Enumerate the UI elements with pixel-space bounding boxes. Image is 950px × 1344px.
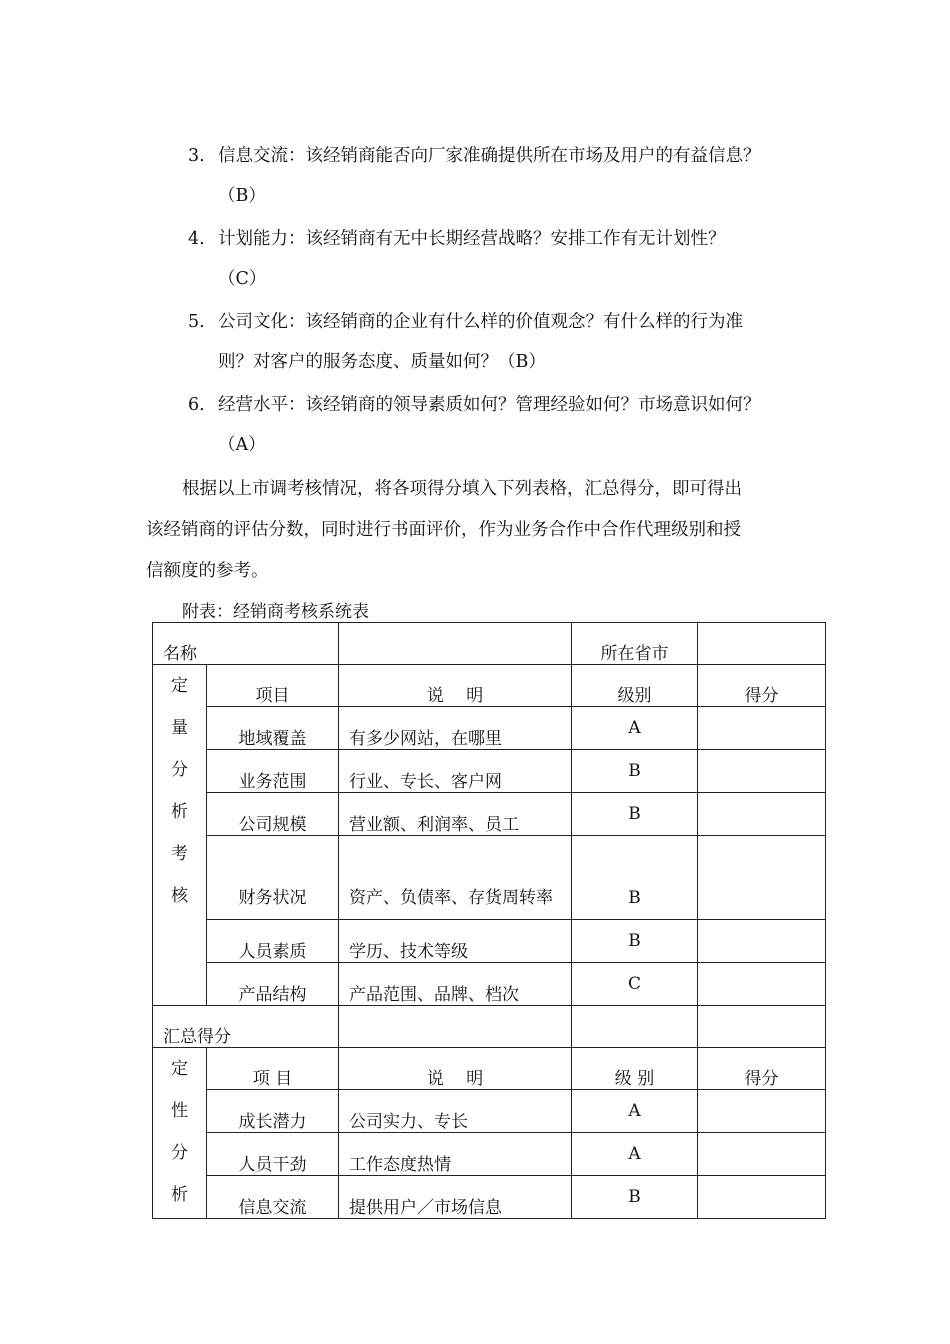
score-cell xyxy=(698,836,826,920)
list-item-4 xyxy=(188,229,726,249)
paragraph-line-3: 信额度的参考。 xyxy=(146,561,269,581)
table-row xyxy=(153,963,826,1006)
item-cell: 人员素质 xyxy=(207,920,339,963)
level-cell: B xyxy=(572,750,698,793)
table-row xyxy=(153,665,826,707)
list-item-5-continuation: 则？对客户的服务态度、质量如何？（B） xyxy=(218,352,546,372)
list-number: 3. xyxy=(188,146,205,166)
desc-cell: 资产、负债率、存货周转率 xyxy=(339,836,572,920)
score-cell xyxy=(698,963,826,1006)
score-cell xyxy=(698,750,826,793)
table-row xyxy=(153,1090,826,1133)
desc-cell: 工作态度热情 xyxy=(339,1133,572,1176)
name-row xyxy=(153,623,826,665)
level-cell: A xyxy=(572,707,698,750)
item-cell: 产品结构 xyxy=(207,963,339,1006)
score-cell xyxy=(698,1133,826,1176)
list-item-3-continuation: （B） xyxy=(218,186,266,206)
desc-cell: 提供用户／市场信息 xyxy=(339,1176,572,1219)
desc-cell: 营业额、利润率、员工 xyxy=(339,793,572,836)
list-text: 公司文化：该经销商的企业有什么样的价值观念？有什么样的行为准 xyxy=(218,312,743,332)
summary-cell xyxy=(572,1006,698,1048)
summary-row xyxy=(153,1006,826,1048)
table-row xyxy=(153,750,826,793)
table-caption: 附表：经销商考核系统表 xyxy=(182,602,369,622)
name-label: 名称 xyxy=(153,623,339,665)
item-cell: 公司规模 xyxy=(207,793,339,836)
list-text: 信息交流：该经销商能否向厂家准确提供所在市场及用户的有益信息？ xyxy=(218,146,761,166)
level-cell: A xyxy=(572,1133,698,1176)
list-item-5 xyxy=(188,312,743,332)
score-cell xyxy=(698,1090,826,1133)
score-cell xyxy=(698,707,826,750)
list-item-6-continuation: （A） xyxy=(218,435,266,455)
table-row xyxy=(153,793,826,836)
table-row xyxy=(153,920,826,963)
item-cell: 信息交流 xyxy=(207,1176,339,1219)
table-row xyxy=(153,1176,826,1219)
item-cell: 人员干劲 xyxy=(207,1133,339,1176)
level-cell: B xyxy=(572,793,698,836)
quantitative-section-label: 定 量 分 析 考 核 xyxy=(153,665,207,1006)
list-number: 4. xyxy=(188,229,205,249)
desc-cell: 公司实力、专长 xyxy=(339,1090,572,1133)
list-number: 6. xyxy=(188,395,205,415)
paragraph-line-1: 根据以上市调考核情况，将各项得分填入下列表格，汇总得分，即可得出 xyxy=(182,479,742,499)
column-header-score: 得分 xyxy=(698,665,826,707)
column-header-desc: 说 明 xyxy=(339,1048,572,1090)
table-row xyxy=(153,1133,826,1176)
score-cell xyxy=(698,920,826,963)
list-text: 经营水平：该经销商的领导素质如何？管理经验如何？市场意识如何？ xyxy=(218,395,761,415)
column-header-score: 得分 xyxy=(698,1048,826,1090)
desc-cell: 行业、专长、客户网 xyxy=(339,750,572,793)
score-cell xyxy=(698,1176,826,1219)
summary-cell xyxy=(698,1006,826,1048)
column-header-item: 项 目 xyxy=(207,1048,339,1090)
score-cell xyxy=(698,793,826,836)
summary-label: 汇总得分 xyxy=(153,1006,339,1048)
level-cell: A xyxy=(572,1090,698,1133)
list-number: 5. xyxy=(188,312,205,332)
list-item-6 xyxy=(188,395,761,415)
paragraph-line-2: 该经销商的评估分数，同时进行书面评价，作为业务合作中合作代理级别和授 xyxy=(146,520,741,540)
province-value-cell xyxy=(698,623,826,665)
desc-cell: 学历、技术等级 xyxy=(339,920,572,963)
column-header-item: 项目 xyxy=(207,665,339,707)
table-row xyxy=(153,707,826,750)
column-header-level: 级别 xyxy=(572,665,698,707)
level-cell: C xyxy=(572,963,698,1006)
item-cell: 财务状况 xyxy=(207,836,339,920)
item-cell: 成长潜力 xyxy=(207,1090,339,1133)
list-text: 计划能力：该经销商有无中长期经营战略？安排工作有无计划性？ xyxy=(218,229,726,249)
list-item-3 xyxy=(188,146,761,166)
level-cell: B xyxy=(572,920,698,963)
column-header-desc: 说 明 xyxy=(339,665,572,707)
summary-cell xyxy=(339,1006,572,1048)
table-row xyxy=(153,1048,826,1090)
list-item-4-continuation: （C） xyxy=(218,269,267,289)
province-label: 所在省市 xyxy=(572,623,698,665)
item-cell: 地域覆盖 xyxy=(207,707,339,750)
evaluation-table xyxy=(152,622,826,1219)
desc-cell: 产品范围、品牌、档次 xyxy=(339,963,572,1006)
item-cell: 业务范围 xyxy=(207,750,339,793)
column-header-level: 级 别 xyxy=(572,1048,698,1090)
level-cell: B xyxy=(572,836,698,920)
table-row xyxy=(153,836,826,920)
qualitative-section-label: 定 性 分 析 xyxy=(153,1048,207,1219)
level-cell: B xyxy=(572,1176,698,1219)
desc-cell: 有多少网站，在哪里 xyxy=(339,707,572,750)
name-value-cell xyxy=(339,623,572,665)
